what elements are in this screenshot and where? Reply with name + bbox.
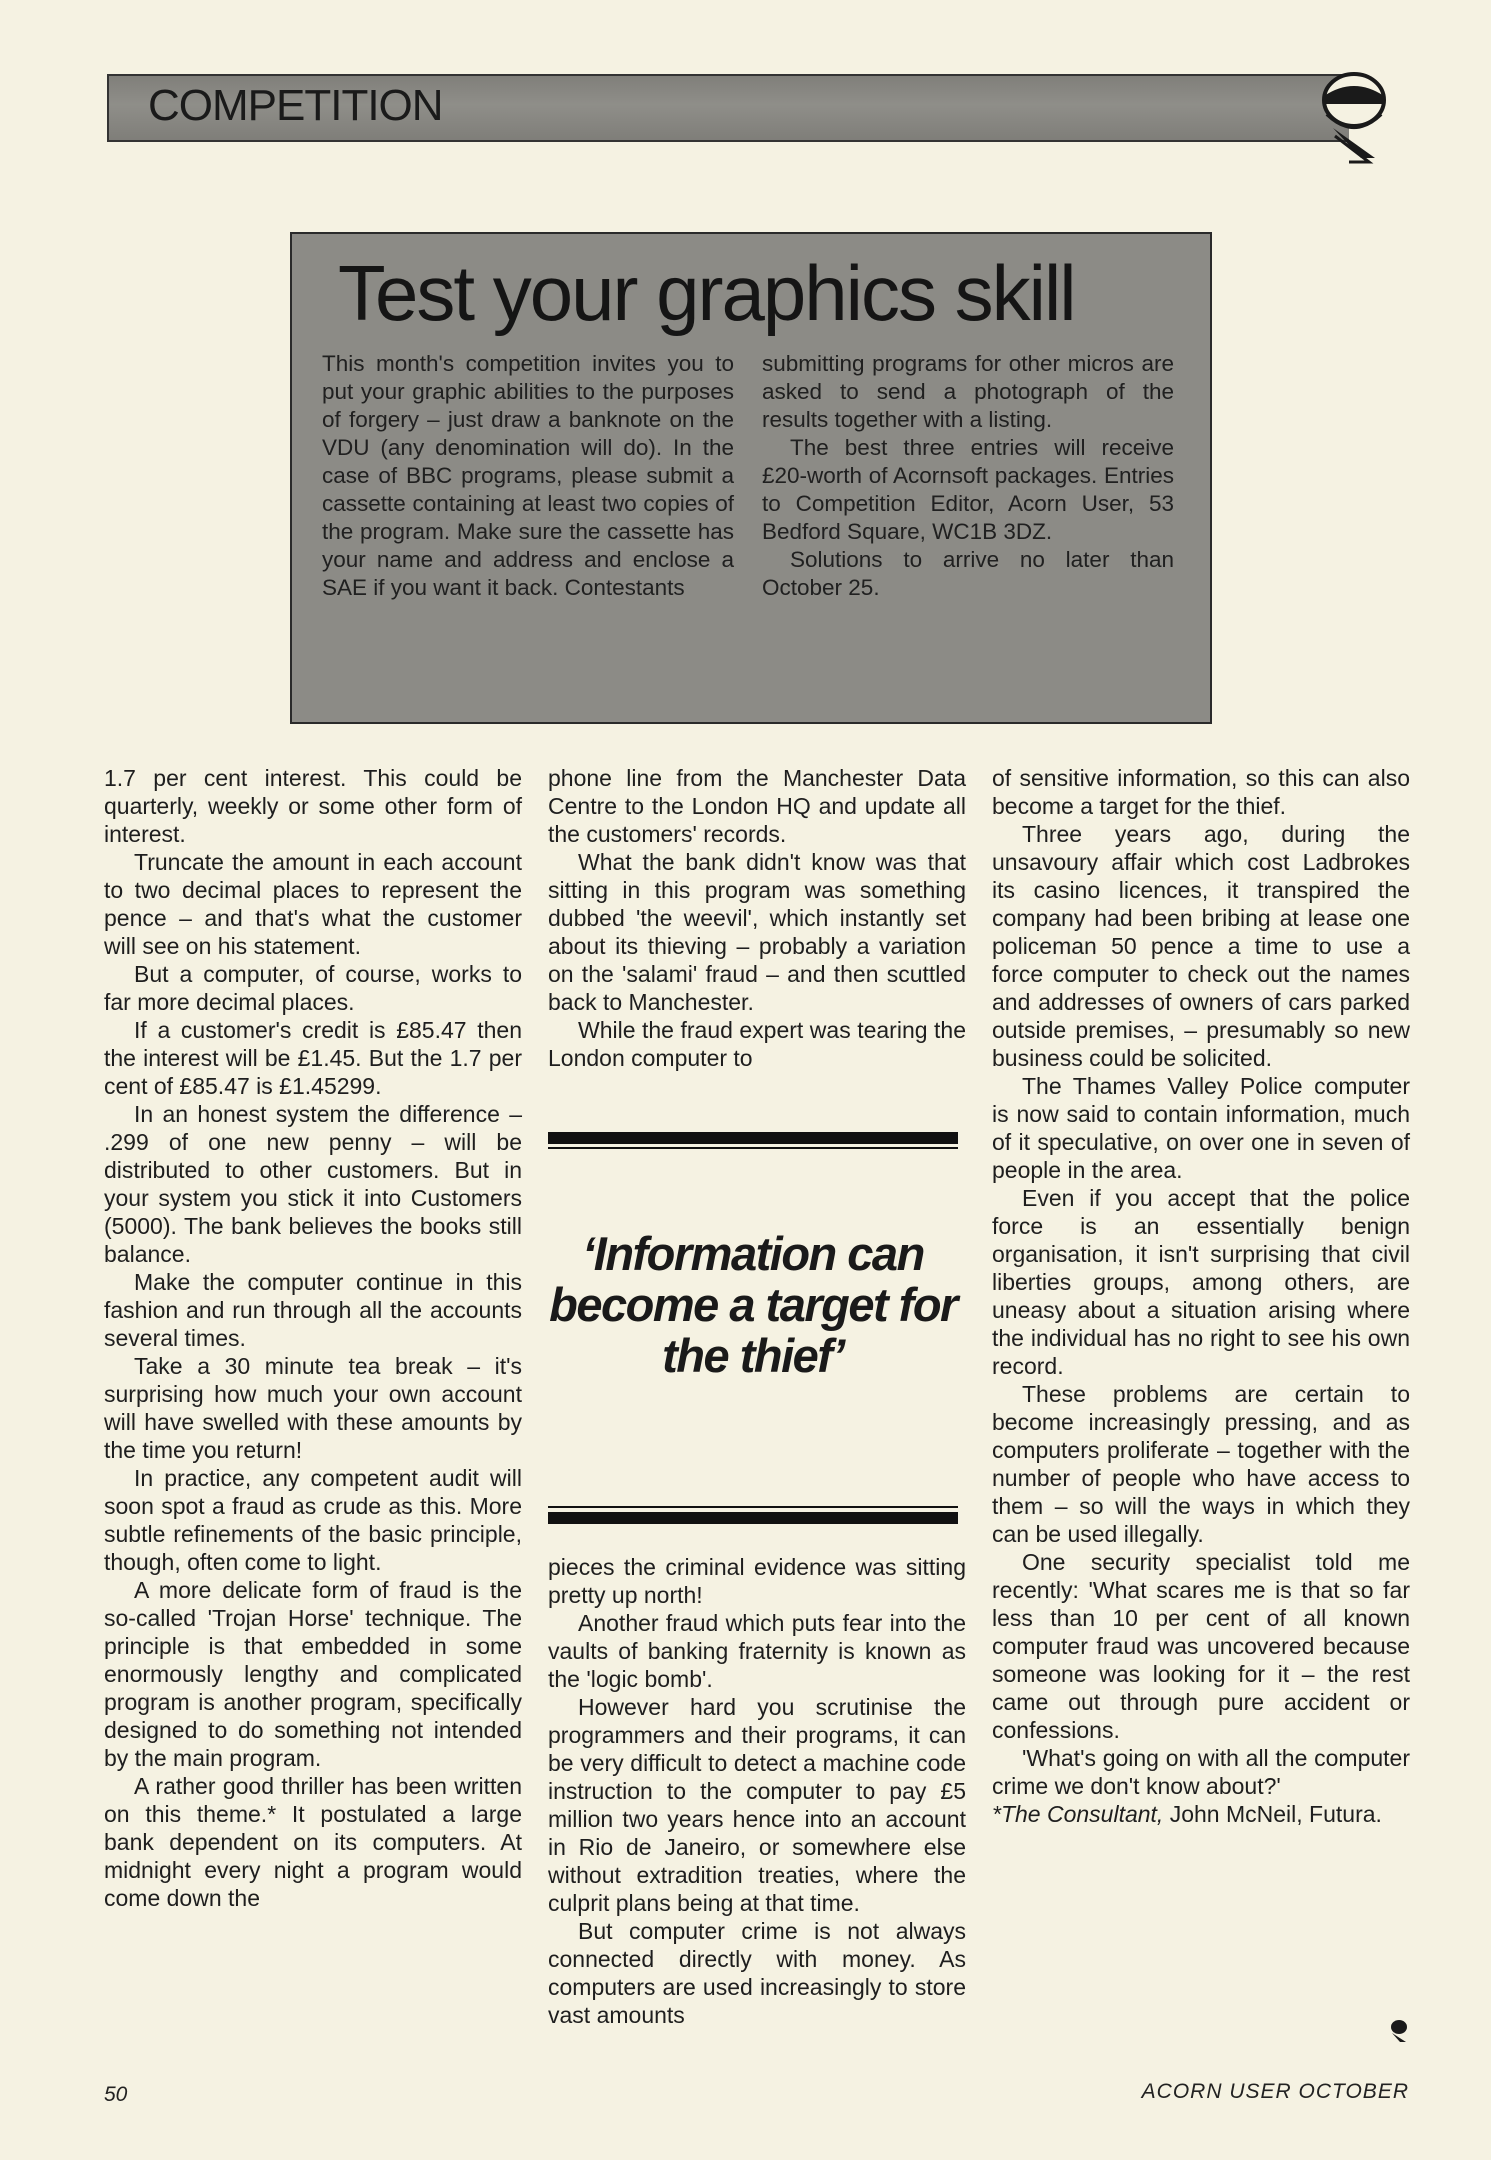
article-paragraph: In an honest system the difference – .299 of one new penny – will be distributed to other customers. But in your system you stick it into Customers (5000). The bank believes the books still balance. [104, 1101, 522, 1267]
article-paragraph: These problems are certain to become increasingly pressing, and as computers proliferate – together with the number of people who have access to them – so will the ways in which they can be used illegally. [992, 1381, 1410, 1547]
competition-paragraph: The best three entries will receive £20-worth of Acornsoft packages. Entries to Competition Editor, Acorn User, 53 Bedford Square, WC1B 3DZ. [762, 435, 1174, 544]
article-column-2-top [548, 764, 966, 1072]
article-paragraph: However hard you scrutinise the programmers and their programs, it can be very difficult to detect a machine code instruction to the computer to pay £5 million two years hence into an account in Rio de Janeiro, or somewhere else without extradition treaties, where the culprit plans being at that time. [548, 1694, 966, 1916]
article-paragraph: If a customer's credit is £85.47 then the interest will be £1.45. But the 1.7 per cent of £85.47 is £1.45299. [104, 1017, 522, 1099]
article-paragraph: While the fraud expert was tearing the London computer to [548, 1017, 966, 1071]
article-paragraph: Three years ago, during the unsavoury affair which cost Ladbrokes its casino licences, it transpired the company had been bribing at lease one policeman 50 pence a time to use a force computer to check out the names and addresses of owners of cars parked outside premises, – presumably so new business could be solicited. [992, 821, 1410, 1071]
pull-quote-rule-bottom-thin [548, 1506, 958, 1508]
pull-quote-rule-bottom [548, 1512, 958, 1524]
article-paragraph: Truncate the amount in each account to two decimal places to represent the pence – and that's what the customer will see on his statement. [104, 849, 522, 959]
article-paragraph: Even if you accept that the police force is an essentially benign organisation, it isn't surprising that civil liberties groups, among others, are uneasy about a situation arising where the individual has no right to see his own record. [992, 1185, 1410, 1379]
pull-quote: ‘Information can become a target for the thief’ [549, 1227, 957, 1382]
article-paragraph: of sensitive information, so this can also become a target for the thief. [992, 765, 1410, 819]
article-paragraph: 1.7 per cent interest. This could be quarterly, weekly or some other form of interest. [104, 765, 522, 847]
footnote [992, 1800, 1410, 1828]
article-paragraph: But a computer, of course, works to far more decimal places. [104, 961, 522, 1015]
footnote-book-title: *The Consultant, [992, 1801, 1164, 1827]
article-paragraph: One security specialist told me recently: 'What scares me is that so far less than 10 per cent of all known computer fraud was uncovered because someone was looking for it – the rest came out through pure accident or confessions. [992, 1549, 1410, 1743]
competition-text-left [322, 350, 734, 602]
article-paragraph: A more delicate form of fraud is the so-called 'Trojan Horse' technique. The principle is that embedded in some enormously lengthy and complicated program is another program, specifically designed to do something not intended by the main program. [104, 1577, 522, 1771]
article-paragraph: Make the computer continue in this fashion and run through all the accounts several times. [104, 1269, 522, 1351]
article-paragraph: Take a 30 minute tea break – it's surprising how much your own account will have swelled with these amounts by the time you return! [104, 1353, 522, 1463]
page-number: 50 [104, 2083, 128, 2106]
article-paragraph: But computer crime is not always connected directly with money. As computers are used increasingly to store vast amounts [548, 1918, 966, 2028]
article-paragraph: A rather good thriller has been written on this theme.* It postulated a large bank dependent on its computers. At midnight every night a program would come down the [104, 1773, 522, 1911]
competition-text-right [762, 350, 1174, 602]
competition-paragraph: Solutions to arrive no later than October 25. [762, 547, 1174, 600]
publication-footer: ACORN USER OCTOBER [1141, 2080, 1409, 2103]
footnote-author: John McNeil, Futura. [1163, 1801, 1382, 1827]
competition-title: Test your graphics skill [338, 249, 1075, 337]
article-paragraph: In practice, any competent audit will soon spot a fraud as crude as this. More subtle refinements of the basic principle, though, often come to light. [104, 1465, 522, 1575]
acorn-end-icon [1390, 2018, 1408, 2048]
acorn-icon [1313, 62, 1395, 172]
article-paragraph: phone line from the Manchester Data Centre to the London HQ and update all the customers' records. [548, 765, 966, 847]
section-title: COMPETITION [148, 81, 443, 130]
article-paragraph: Another fraud which puts fear into the vaults of banking fraternity is known as the 'logic bomb'. [548, 1610, 966, 1692]
article-column-1 [104, 764, 522, 1912]
competition-box [290, 232, 1212, 724]
article-paragraph: The Thames Valley Police computer is now said to contain information, much of it speculative, on over one in seven of people in the area. [992, 1073, 1410, 1183]
competition-paragraph: submitting programs for other micros are asked to send a photograph of the results together with a listing. [762, 351, 1174, 432]
article-paragraph: 'What's going on with all the computer crime we don't know about?' [992, 1745, 1410, 1799]
article-paragraph: What the bank didn't know was that sitting in this program was something dubbed 'the weevil', which instantly set about its thieving – probably a variation on the 'salami' fraud – and then scuttled back to Manchester. [548, 849, 966, 1015]
competition-paragraph: This month's competition invites you to put your graphic abilities to the purposes of forgery – just draw a banknote on the VDU (any denomination will do). In the case of BBC programs, please submit a cassette containing at least two copies of the program. Make sure the cassette has your name and address and enclose a SAE if you want it back. Contestants [322, 351, 734, 600]
pull-quote-rule-top-thin [548, 1147, 958, 1149]
pull-quote-rule-top [548, 1132, 958, 1144]
article-column-2-bottom [548, 1553, 966, 2029]
article-paragraph: pieces the criminal evidence was sitting pretty up north! [548, 1554, 966, 1608]
article-column-3 [992, 764, 1410, 1828]
